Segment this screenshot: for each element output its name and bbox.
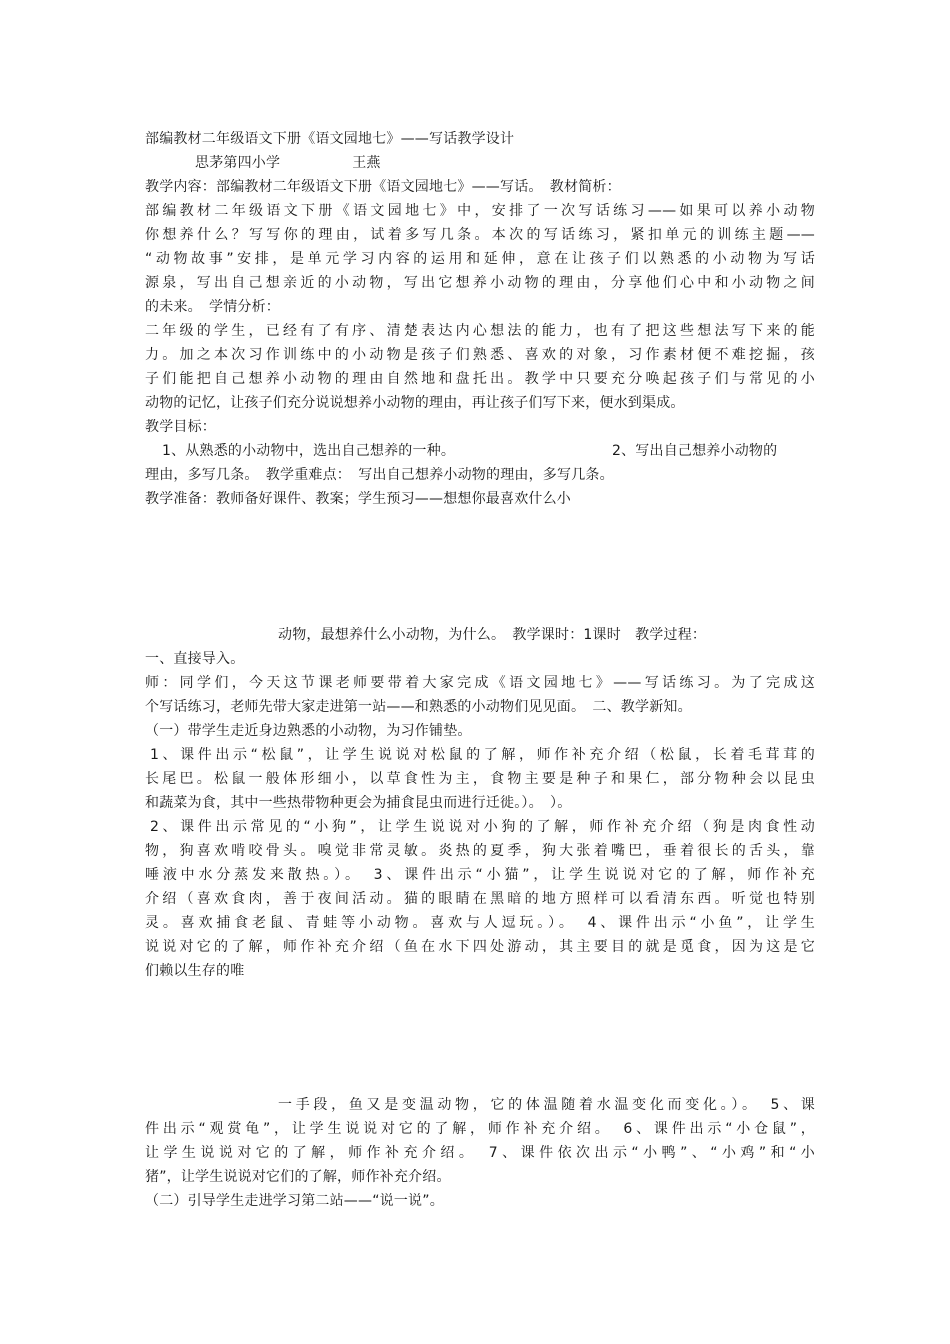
subsection-heading: （一）带学生走近身边熟悉的小动物，为习作铺垫。 xyxy=(145,723,472,739)
section-heading: 一、直接导入。 xyxy=(145,651,245,667)
text-line: 二年级的学生，已经有了有序、清楚表达内心想法的能力，也有了把这些想法写下来的能 xyxy=(145,323,815,339)
text-line: 1、课件出示“松鼠”，让学生说说对松鼠的了解，师作补充介绍（松鼠，长着毛茸茸的 xyxy=(150,747,815,763)
text-line: 源泉，写出自己想亲近的小动物，写出它想养小动物的理由，分享他们心中和小动物之间 xyxy=(145,275,815,291)
text-line: 的未来。 学情分析： xyxy=(145,299,280,315)
author-name: 王燕 xyxy=(352,155,381,171)
text-line: 理由，多写几条。 教学重难点： 写出自己想养小动物的理由，多写几条。 xyxy=(145,467,614,483)
text-line: 灵。喜欢捕食老鼠、青蛙等小动物。喜欢与人逗玩。）。 4、课件出示“小鱼”，让学生 xyxy=(145,915,815,931)
section-heading: 教学目标： xyxy=(145,419,216,435)
text-line: 一手段，鱼又是变温动物，它的体温随着水温变化而变化。）。 5、课 xyxy=(278,1097,815,1113)
goal-item: 1、从熟悉的小动物中，选出自己想养的一种。 xyxy=(162,443,456,459)
text-line: 唾液中水分蒸发来散热。）。 3、课件出示“小猫”，让学生说说对它的了解，师作补充 xyxy=(145,867,815,883)
text-line: “动物故事”安排，是单元学习内容的运用和延伸，意在让孩子们以熟悉的小动物为写话 xyxy=(145,251,815,267)
text-line: 介绍（喜欢食肉，善于夜间活动。猫的眼睛在黑暗的地方照样可以看清东西。听觉也特别 xyxy=(145,891,815,907)
text-line: 物，狗喜欢啃咬骨头。嗅觉非常灵敏。炎热的夏季，狗大张着嘴巴，垂着很长的舌头，靠 xyxy=(145,843,815,859)
author-line xyxy=(195,151,495,175)
document-title: 部编教材二年级语文下册《语文园地七》——写话教学设计 xyxy=(145,131,515,147)
text-line: 2、课件出示常见的“小狗”，让学生说说对小狗的了解，师作补充介绍（狗是肉食性动 xyxy=(150,819,815,835)
text-line: 教学内容：部编教材二年级语文下册《语文园地七》——写话。 教材简析： xyxy=(145,179,621,195)
text-line: 你想养什么？写写你的理由，试着多写几条。本次的写话练习，紧扣单元的训练主题—— xyxy=(145,227,815,243)
text-line: 教学准备：教师备好课件、教案；学生预习——想想你最喜欢什么小 xyxy=(145,491,571,507)
text-line: 让学生说说对它的了解，师作补充介绍。 7、课件依次出示“小鸭”、“小鸡”和“小 xyxy=(145,1145,815,1161)
text-line: 们赖以生存的唯 xyxy=(145,963,245,979)
text-line: 动物的记忆，让孩子们充分说说想养小动物的理由，再让孩子们写下来，便水到渠成。 xyxy=(145,395,685,411)
text-line: 子们能把自己想养小动物的理由自然地和盘托出。教学中只要充分唤起孩子们与常见的小 xyxy=(145,371,815,387)
goal-item: 2、写出自己想养小动物的 xyxy=(612,443,778,459)
text-line: 和蔬菜为食，其中一些热带物种更会为捕食昆虫而进行迁徙。）。 ）。 xyxy=(145,795,572,811)
text-line: 个写话练习，老师先带大家走进第一站——和熟悉的小动物们见见面。 二、教学新知。 xyxy=(145,699,692,715)
text-line: 猪”，让学生说说对它们的了解，师作补充介绍。 xyxy=(145,1169,451,1185)
subsection-heading: （二）引导学生走进学习第二站——“说一说”。 xyxy=(145,1193,444,1209)
text-line: 说说对它的了解，师作补充介绍（鱼在水下四处游动，其主要目的就是觅食，因为这是它 xyxy=(145,939,815,955)
text-line: 动物，最想养什么小动物，为什么。 教学课时：1课时 教学过程： xyxy=(278,627,707,643)
text-line: 力。加之本次习作训练中的小动物是孩子们熟悉、喜欢的对象，习作素材便不难挖掘，孩 xyxy=(145,347,815,363)
text-line: 师：同学们，今天这节课老师要带着大家完成《语文园地七》——写话练习。为了完成这 xyxy=(145,675,815,691)
text-line: 长尾巴。松鼠一般体形细小，以草食性为主，食物主要是种子和果仁，部分物种会以昆虫 xyxy=(145,771,815,787)
text-line: 部编教材二年级语文下册《语文园地七》中，安排了一次写话练习——如果可以养小动物 xyxy=(145,203,815,219)
school-name: 思茅第四小学 xyxy=(195,155,281,171)
text-line: 件出示“观赏龟”，让学生说说对它的了解，师作补充介绍。 6、课件出示“小仓鼠”， xyxy=(145,1121,815,1137)
